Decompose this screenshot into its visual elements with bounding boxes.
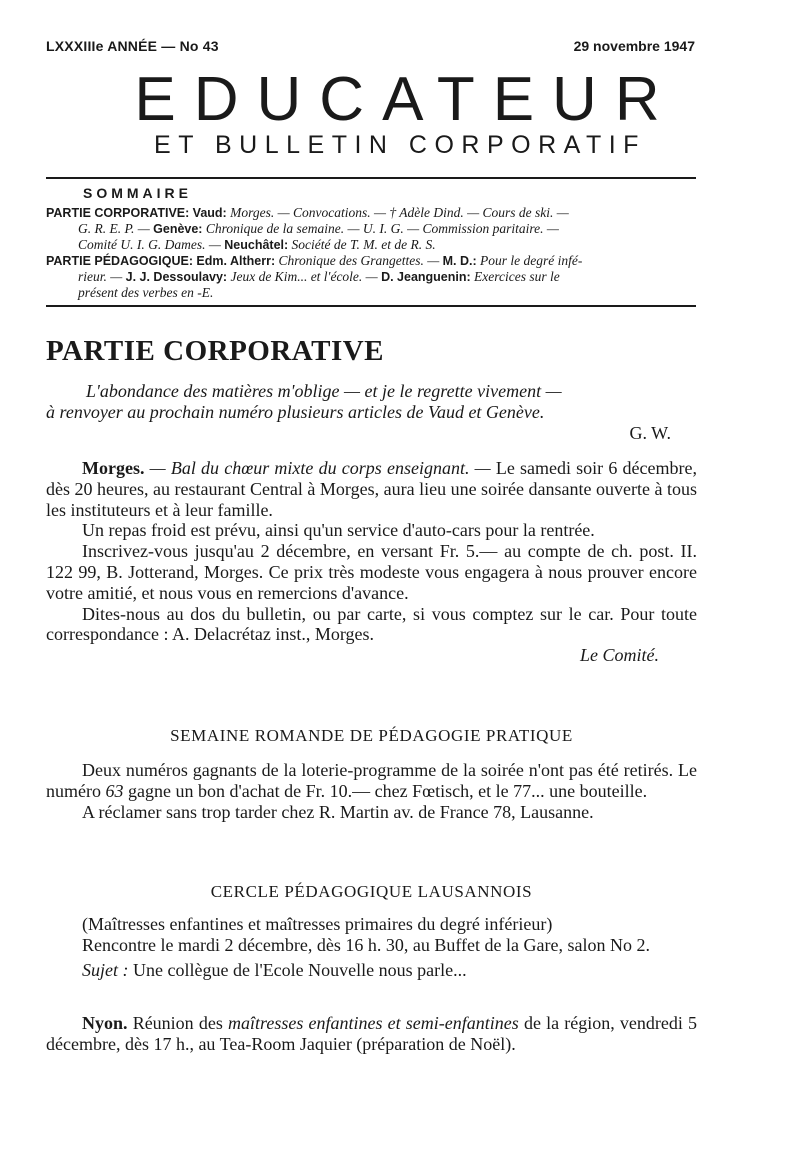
masthead-subtitle: ET BULLETIN CORPORATIF [154,131,646,159]
cercle-paragraph-1: (Maîtresses enfantines et maîtresses primaires du degré inférieur) [82,914,553,934]
cercle-heading: CERCLE PÉDAGOGIQUE LAUSANNOIS [210,882,533,901]
morges-paragraph-3: Inscrivez-vous jusqu'au 2 décembre, en versant Fr. 5.— au compte de ch. post. II. 122 99, B. Jotterand, Morges. Ce prix très modeste vous engagera à nous prouver encore votre amitié, et nous vous en remercions d'avance. [46,541,697,603]
sommaire-pedagogique-line2: rieur. — J. J. Dessoulavy: Jeux de Kim... et l'école. — D. Jeanguenin: Exercices sur le [78,269,560,284]
nyon-place: Nyon. [82,1013,128,1033]
intro-signature: G. W. [629,423,671,443]
semaine-paragraph-2: A réclamer sans trop tarder chez R. Martin av. de France 78, Lausanne. [82,801,594,822]
intro-note: L'abondance des matières m'oblige — et je le regrette vivement — à renvoyer au prochain numéro plusieurs articles de Vaud et Genève. G. W. [46,381,697,444]
morges-signature: Le Comité. [580,645,659,666]
semaine-heading: SEMAINE ROMANDE DE PÉDAGOGIE PRATIQUE [170,726,573,745]
sommaire-pedagogique-label: PARTIE PÉDAGOGIQUE: [46,254,194,268]
bottom-rule [46,305,696,307]
sommaire-corporative-label: PARTIE CORPORATIVE: [46,206,190,220]
morges-paragraph-2: Un repas froid est prévu, ainsi qu'un service d'auto-cars pour la rentrée. [82,520,595,541]
sommaire-pedagogique-line1: PARTIE PÉDAGOGIQUE: Edm. Altherr: Chronique des Grangettes. — M. D.: Pour le degré infé- [46,253,583,268]
masthead-title: EDUCATEUR [134,65,678,134]
sommaire-pedagogique-line3: présent des verbes en -E. [78,285,214,300]
sommaire-pedagogique [46,253,696,301]
sommaire-title: SOMMAIRE [83,185,192,201]
morges-paragraph-1: Morges. — Bal du chœur mixte du corps enseignant. — Le samedi soir 6 décembre, dès 20 heures, au restaurant Central à Morges, aura lieu une soirée dansante ouverte à tous les instituteurs et à leur famille. [46,458,697,520]
issue-date: 29 novembre 1947 [573,38,695,54]
morges-paragraph-4: Dites-nous au dos du bulletin, ou par carte, si vous comptez sur le car. Pour toute correspondance : A. Delacrétaz inst., Morges. [46,603,697,645]
sommaire-corporative [46,205,696,253]
nyon-notice [46,1013,697,1055]
cercle-paragraph-2: Rencontre le mardi 2 décembre, dès 16 h. 30, au Buffet de la Gare, salon No 2. [82,934,650,955]
morges-subject: — Bal du chœur mixte du corps enseignant. — [149,458,491,478]
top-rule [46,177,696,179]
section-title: PARTIE CORPORATIVE [46,335,385,367]
morges-place: Morges. [82,458,145,478]
semaine-paragraph-1: Deux numéros gagnants de la loterie-programme de la soirée n'ont pas été retirés. Le numéro 63 gagne un bon d'achat de Fr. 10.— chez Fœtisch, et le 77... une bouteille. [46,760,697,801]
cercle-sujet: Sujet : Une collègue de l'Ecole Nouvelle nous parle... [82,959,467,980]
edition-number: LXXXIIIe ANNÉE — No 43 [46,38,219,54]
semaine-notice [46,760,697,822]
morges-notice [46,458,697,666]
sommaire-corporative-line1: PARTIE CORPORATIVE: Vaud: Morges. — Convocations. — † Adèle Dind. — Cours de ski. — [46,205,569,220]
cercle-notice [46,914,697,980]
sommaire-corporative-line3: Comité U. I. G. Dames. — Neuchâtel: Société de T. M. et de R. S. [78,237,436,252]
nyon-paragraph: Nyon. Réunion des maîtresses enfantines et semi-enfantines de la région, vendredi 5 décembre, dès 17 h., au Tea-Room Jaquier (préparation de Noël). [46,1013,698,1054]
sommaire-corporative-line2: G. R. E. P. — Genève: Chronique de la semaine. — U. I. G. — Commission paritaire. — [78,221,559,236]
